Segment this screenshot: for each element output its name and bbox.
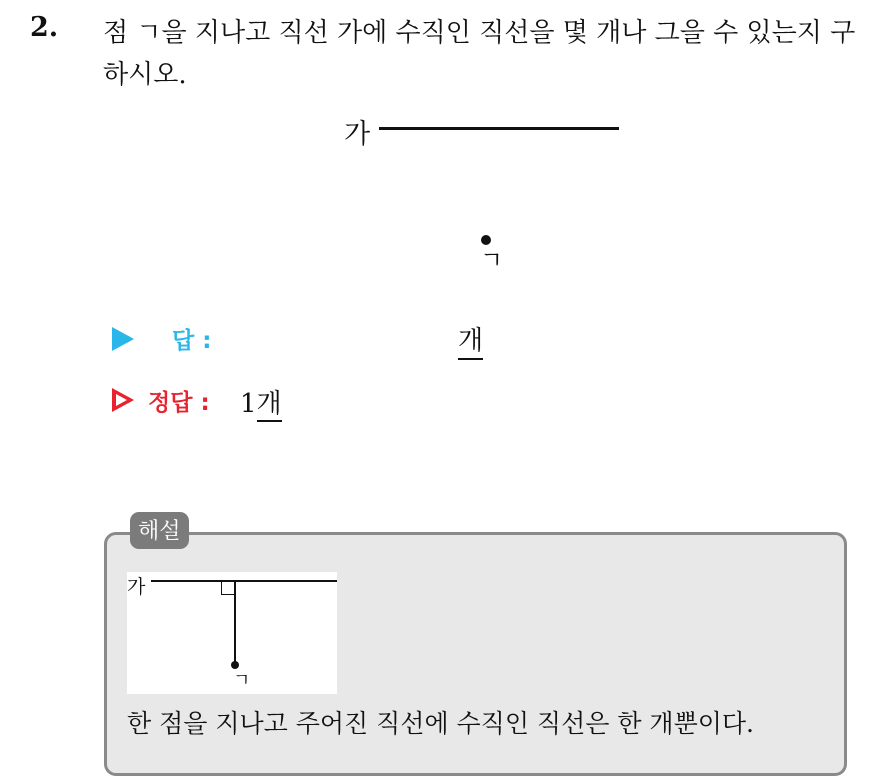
solution-answer	[240, 383, 282, 420]
answer-label: 답 :	[172, 328, 212, 354]
perpendicular-line	[234, 581, 236, 665]
explanation-tag: 해설	[130, 512, 189, 549]
explanation-diagram	[127, 572, 337, 694]
solution-unit: 개	[257, 389, 282, 422]
right-angle-mark	[221, 582, 234, 595]
line-label: 가	[344, 119, 371, 150]
explanation-straight-line	[151, 580, 337, 582]
answer-unit: 개	[458, 320, 483, 360]
question-number: 2.	[30, 12, 59, 43]
explanation-point-label: ㄱ	[233, 670, 251, 691]
explanation-text: 한 점을 지나고 주어진 직선에 수직인 직선은 한 개뿐이다.	[127, 709, 754, 738]
solution-value: 1	[240, 389, 257, 419]
straight-line	[379, 127, 619, 130]
question-text: 점 ㄱ을 지나고 직선 가에 수직인 직선을 몇 개나 그을 수 있는지 구하시오.	[103, 18, 856, 90]
point-label: ㄱ	[480, 246, 504, 274]
answer-arrow-icon	[112, 327, 134, 351]
solution-label: 정답 :	[148, 390, 210, 416]
explanation-line-label: 가	[127, 576, 146, 598]
